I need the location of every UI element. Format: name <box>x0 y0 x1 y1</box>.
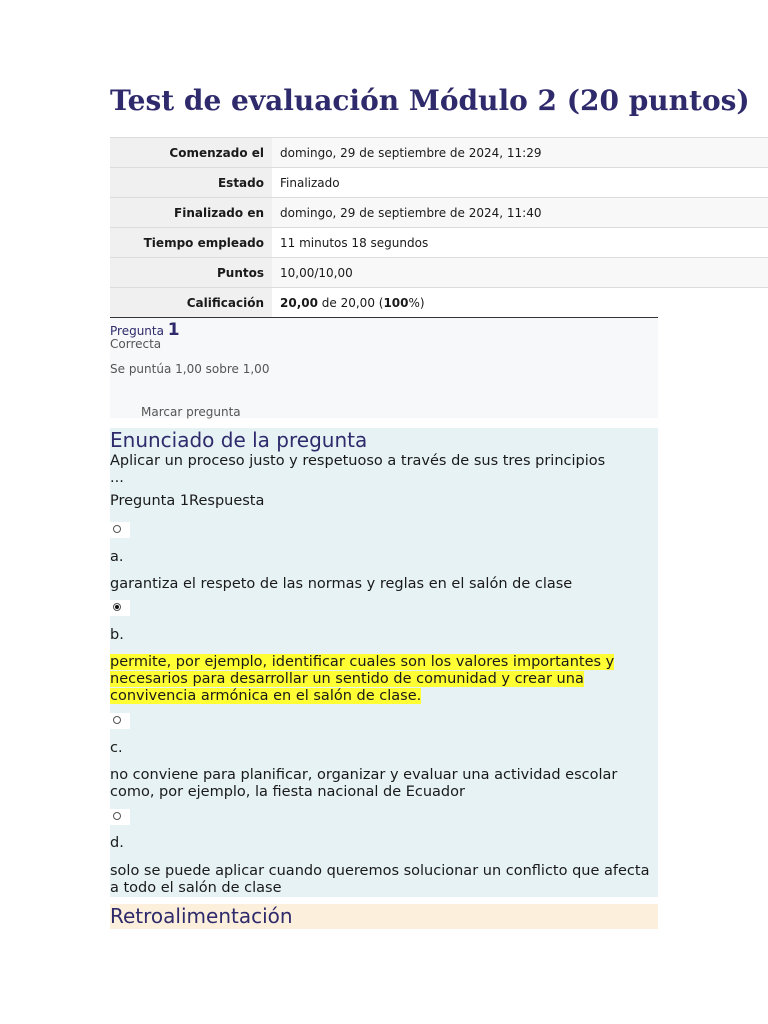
summary-label: Puntos <box>110 258 272 288</box>
summary-value-grade <box>272 288 768 318</box>
summary-label: Tiempo empleado <box>110 228 272 258</box>
option-a-text: garantiza el respeto de las normas y reglas en el salón de clase <box>110 576 573 592</box>
option-b-letter: b. <box>110 627 124 643</box>
page-title: Test de evaluación Módulo 2 (20 puntos) <box>110 84 750 117</box>
summary-row <box>110 228 768 258</box>
question-text: Aplicar un proceso justo y respetuoso a través de sus tres principios ... <box>110 453 606 486</box>
option-d-text: solo se puede aplicar cuando queremos solucionar un conflicto que afecta a todo el salón de clase <box>110 863 650 896</box>
feedback-heading: Retroalimentación <box>110 904 293 928</box>
grade-value: 20,00 <box>280 295 318 310</box>
option-c-radio[interactable] <box>110 713 130 729</box>
summary-value: 10,00/10,00 <box>272 258 768 288</box>
summary-label: Comenzado el <box>110 138 272 168</box>
option-b-highlight: permite, por ejemplo, identificar cuales son los valores importantes y necesarios para desarrollar un sentido de comunidad y crear una convivencia armónica en el salón de clase. <box>110 654 615 704</box>
summary-row <box>110 198 768 228</box>
option-b-radio[interactable] <box>110 600 130 616</box>
question-grade: Se puntúa 1,00 sobre 1,00 <box>110 362 270 376</box>
question-number-label: Pregunta <box>110 324 168 338</box>
question-info <box>110 317 658 418</box>
radio-unchecked-icon <box>113 812 121 820</box>
grade-of: de 20,00 ( <box>317 295 384 310</box>
feedback-section <box>110 904 658 929</box>
summary-row <box>110 288 768 318</box>
summary-row <box>110 168 768 198</box>
summary-label: Calificación <box>110 288 272 318</box>
option-d-letter: d. <box>110 835 124 851</box>
radio-unchecked-icon <box>113 716 121 724</box>
option-d-radio[interactable] <box>110 809 130 825</box>
option-b-text <box>110 654 658 705</box>
summary-label: Estado <box>110 168 272 198</box>
attempt-summary-table <box>110 137 768 318</box>
summary-label: Finalizado en <box>110 198 272 228</box>
summary-value: 11 minutos 18 segundos <box>272 228 768 258</box>
radio-checked-icon <box>113 603 121 611</box>
option-a-radio[interactable] <box>110 522 130 538</box>
flag-question-link[interactable]: Marcar pregunta <box>141 405 241 419</box>
option-a-letter: a. <box>110 549 124 565</box>
question-statement-heading: Enunciado de la pregunta <box>110 428 368 452</box>
question-number-value: 1 <box>167 320 180 340</box>
radio-unchecked-icon <box>113 525 121 533</box>
question-state: Correcta <box>110 337 162 351</box>
summary-value: Finalizado <box>272 168 768 198</box>
option-c-letter: c. <box>110 740 123 756</box>
grade-close: %) <box>408 295 425 310</box>
option-c-text: no conviene para planificar, organizar y evaluar una actividad escolar como, por ejemplo, la fiesta nacional de Ecuador <box>110 767 618 800</box>
summary-value: domingo, 29 de septiembre de 2024, 11:29 <box>272 138 768 168</box>
summary-row <box>110 138 768 168</box>
question-formulation <box>110 428 658 897</box>
answer-label: Pregunta 1Respuesta <box>110 493 265 509</box>
summary-value: domingo, 29 de septiembre de 2024, 11:40 <box>272 198 768 228</box>
grade-percent: 100 <box>383 295 409 310</box>
summary-row <box>110 258 768 288</box>
